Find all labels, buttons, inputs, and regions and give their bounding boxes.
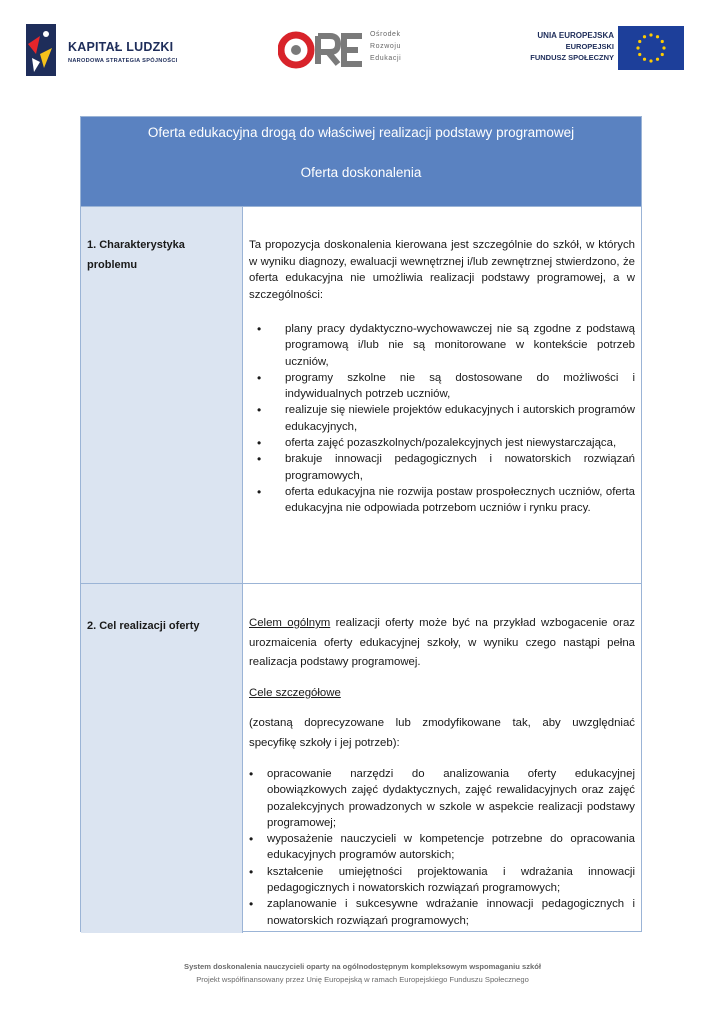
table-title: Oferta edukacyjna drogą do właściwej realizacji podstawy programowej	[147, 125, 575, 140]
eu-line1: UNIA EUROPEJSKA	[537, 31, 614, 40]
specific-goals-note: (zostaną doprecyzowane lub zmodyfikowane tak, aby uwzględniać specyfikę szkoły i jej potrzeb):	[249, 717, 635, 749]
content-cell	[249, 584, 635, 933]
specific-goals-label: Cele szczegółowe	[249, 687, 341, 699]
list-item: • brakuje innowacji pedagogicznych i nowatorskich rozwiązań programowych,	[257, 452, 635, 482]
ore-logo	[278, 26, 428, 76]
goal-bullets	[249, 766, 635, 929]
bullet-icon: •	[257, 436, 262, 451]
eu-star-icon	[638, 53, 641, 56]
eu-star-icon	[643, 35, 646, 38]
ore-mark-icon	[278, 30, 366, 70]
row-label-line2: problemu	[87, 259, 138, 271]
list-item: • oferta zajęć pozaszkolnych/pozalekcyjnych jest niewystarczająca,	[257, 436, 617, 451]
list-item: • wyposażenie nauczycieli w kompetencje potrzebne do opracowania edukacyjnych programów autorskich;	[249, 832, 635, 862]
problem-bullets	[249, 321, 635, 517]
list-item: • oferta edukacyjna nie rozwija postaw prospołecznych uczniów, oferta edukacyjna nie odpowiada potrzebom uczniów i rynku pracy.	[257, 484, 635, 515]
list-item: • plany pracy dydaktyczno-wychowawczej nie są zgodne z podstawą programową i/lub nie są monitorowane w kontekście potrzeb uczniów,	[257, 322, 635, 368]
eu-flag-icon	[618, 26, 684, 70]
kapital-ludzki-subtitle: NARODOWA STRATEGIA SPÓJNOŚCI	[68, 58, 178, 64]
bullet-icon: •	[257, 370, 262, 385]
bullet-icon: •	[257, 403, 262, 418]
list-item: • opracowanie narzędzi do analizowania oferty edukacyjnej obowiązkowych zajęć dydaktycznych, zajęć rewalidacyjnych oraz zajęć pozalekcyjnych prowadzonych w szkole w aspekcie realizacji podstawy programowej;	[249, 767, 635, 829]
list-item: • zaplanowanie i sukcesywne wdrażanie innowacji pedagogicznych i nowatorskich rozwiązań programowych;	[249, 897, 635, 927]
problem-intro: Ta propozycja doskonalenia kierowana jest szczególnie do szkół, w których w wyniku diagnozy, ewaluacji wewnętrznej i/lub zewnętrznej stwierdzono, że oferta edukacyjna nie umożliwia realizacji podstawy programowej, a w szczególności:	[249, 239, 635, 301]
page-header	[0, 18, 725, 78]
eu-line3: FUNDUSZ SPOŁECZNY	[530, 53, 614, 62]
eu-star-icon	[661, 53, 664, 56]
eu-star-icon	[636, 46, 639, 49]
offer-table	[80, 116, 642, 932]
kapital-ludzki-logo	[26, 24, 206, 76]
row-label-line1: 1. Charakterystyka	[87, 239, 185, 251]
label-cell	[81, 207, 243, 583]
general-goal-text: realizacji oferty może być na przykład wzbogacenie oraz urozmaicenia oferty edukacyjnej szkoły, w wyniku czego nastąpi pełna realizacja podstawy programowej.	[249, 617, 635, 668]
table-subtitle: Oferta doskonalenia	[300, 165, 422, 180]
general-goal	[249, 614, 635, 673]
eu-star-icon	[649, 59, 652, 62]
ore-name	[370, 29, 401, 65]
list-item: • kształcenie umiejętności projektowania i wdrażania innowacji pedagogicznych i nowatorskich rozwiązań programowych;	[249, 864, 635, 895]
eu-star-icon	[643, 58, 646, 61]
eu-star-icon	[662, 46, 665, 49]
label-cell	[81, 584, 243, 933]
bullet-icon: •	[249, 832, 254, 847]
eu-star-icon	[649, 33, 652, 36]
eu-star-icon	[656, 58, 659, 61]
bullet-icon: •	[257, 452, 262, 467]
table-row-goal	[81, 583, 641, 933]
ore-name-line3: Edukacji	[370, 55, 402, 62]
list-item: • programy szkolne nie są dostosowane do możliwości i indywidualnych potrzeb uczniów,	[257, 370, 635, 401]
footer-line2: Projekt współfinansowany przez Unię Europejską w ramach Europejskiego Funduszu Społecznego	[196, 975, 529, 984]
bullet-icon: •	[257, 484, 262, 499]
footer-line1: System doskonalenia nauczycieli oparty na ogólnodostępnym kompleksowym wspomaganiu szkół	[184, 962, 541, 971]
bullet-icon: •	[249, 864, 254, 879]
bullet-icon: •	[249, 897, 254, 912]
content-cell	[249, 207, 635, 583]
kapital-ludzki-mark-icon	[26, 24, 56, 76]
eu-star-icon	[656, 35, 659, 38]
eu-star-icon	[661, 40, 664, 43]
ore-name-line1: Ośrodek	[370, 31, 401, 38]
eu-line2: EUROPEJSKI	[565, 42, 614, 51]
bullet-icon: •	[257, 322, 262, 336]
eu-text	[530, 30, 614, 63]
general-goal-label: Celem ogólnym	[249, 617, 331, 629]
table-header	[81, 117, 641, 206]
kapital-ludzki-title: KAPITAŁ LUDZKI	[68, 40, 174, 54]
bullet-icon: •	[249, 767, 254, 781]
row-label: 2. Cel realizacji oferty	[87, 620, 200, 632]
eu-logo	[524, 26, 684, 70]
eu-star-icon	[638, 40, 641, 43]
list-item: • realizuje się niewiele projektów edukacyjnych i autorskich programów edukacyjnych,	[257, 403, 635, 433]
table-row-problem	[81, 206, 641, 583]
ore-name-line2: Rozwoju	[370, 43, 402, 50]
